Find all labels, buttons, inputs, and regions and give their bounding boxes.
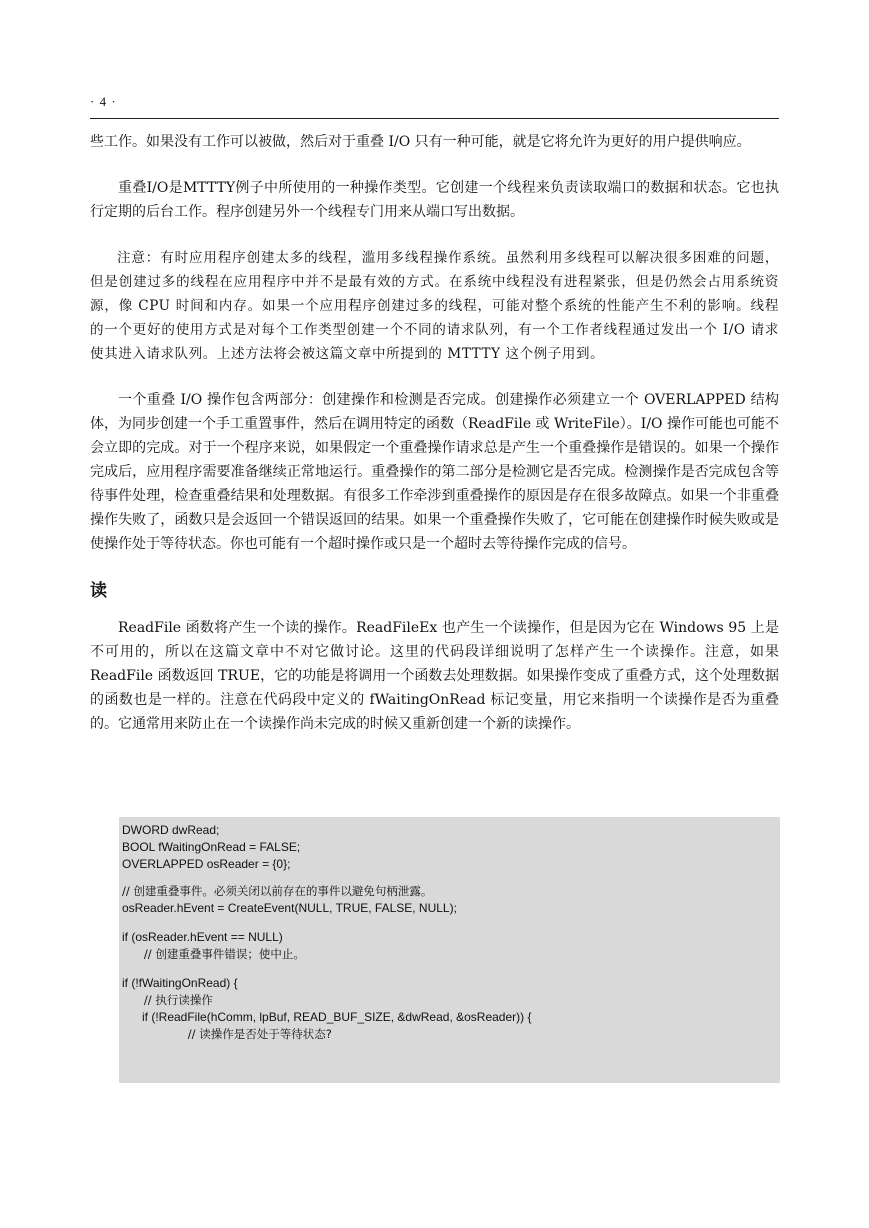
code-line: BOOL fWaitingOnRead = FALSE; [122,840,301,854]
code-comment: // 读操作是否处于等待状态? [122,1027,332,1041]
code-comment: // 创建重叠事件错误；使中止。 [122,947,305,961]
paragraph-overlapped-intro: 重叠I/O是MTTTY例子中所使用的一种操作类型。它创建一个线程来负责读取端口的数据和状态。它也执行定期的后台工作。程序创建另外一个线程专门用来从端口写出数据。 [90,180,779,220]
paragraph-overlapped-operation: 一个重叠 I/O 操作包含两部分：创建操作和检测是否完成。创建操作必须建立一个 OVERLAPPED 结构体，为同步创建一个手工重置事件，然后在调用特定的函数（ReadFile 或 WriteFile）。I/O 操作可能也可能不会立即的完成。对于一个程序来说，如果假定一个重叠操作请求总是产生一个重叠操作是错误的。如果一个操作完成后，应用程序需要准备继续正常地运行。重叠操作的第二部分是检测它是否完成。检测操作是否完成包含等待事件处理，检查重叠结果和处理数据。有很多工作牵涉到重叠操作的原因是存在很多故障点。如果一个非重叠操作失败了，函数只是会返回一个错误返回的结果。如果一个重叠操作失败了，它可能在创建操作时候失败或是使操作处于等待状态。你也可能有一个超时操作或只是一个超时去等待操作完成的信号。 [90,392,779,552]
code-line: if (!ReadFile(hComm, lpBuf, READ_BUF_SIZE, &dwRead, &osReader)) { [122,1010,532,1024]
page-number: · 4 · [90,94,117,109]
code-line: DWORD dwRead; [122,823,220,837]
code-line: OVERLAPPED osReader = {0}; [122,857,291,871]
document-body [90,130,779,736]
note-paragraph: 注意：有时应用程序创建太多的线程，滥用多线程操作系统。虽然利用多线程可以解决很多困难的问题，但是创建过多的线程在应用程序中并不是最有效的方式。在系统中线程没有进程紧张，但是仍然会占用系统资源，像 CPU 时间和内存。如果一个应用程序创建过多的线程，可能对整个系统的性能产生不利的影响。线程的一个更好的使用方式是对每个工作类型创建一个不同的请求队列，有一个工作者线程通过发出一个 I/O 请求使其进入请求队列。上述方法将会被这篇文章中所提到的 MTTTY 这个例子用到。 [90,250,779,362]
paragraph-continuation: 些工作。如果没有工作可以被做，然后对于重叠 I/O 只有一种可能，就是它将允许为更好的用户提供响应。 [90,134,751,150]
code-line: if (osReader.hEvent == NULL) [122,930,283,944]
code-comment: // 创建重叠事件。必须关闭以前存在的事件以避免句柄泄露。 [122,884,433,898]
header-divider [90,118,779,119]
section-heading-read: 读 [90,581,107,601]
code-line: if (!fWaitingOnRead) { [122,976,238,990]
code-comment: // 执行读操作 [122,993,213,1007]
code-block [119,817,780,1083]
code-line: osReader.hEvent = CreateEvent(NULL, TRUE, FALSE, NULL); [122,901,457,915]
paragraph-readfile: ReadFile 函数将产生一个读的操作。ReadFileEx 也产生一个读操作，但是因为它在 Windows 95 上是不可用的，所以在这篇文章中不对它做讨论。这里的代码段详细说明了怎样产生一个读操作。注意，如果 ReadFile 函数返回 TRUE，它的功能是将调用一个函数去处理数据。如果操作变成了重叠方式，这个处理数据的函数也是一样的。注意在代码段中定义的 fWaitingOnRead 标记变量，用它来指明一个读操作是否为重叠的。它通常用来防止在一个读操作尚未完成的时候又重新创建一个新的读操作。 [90,620,779,732]
